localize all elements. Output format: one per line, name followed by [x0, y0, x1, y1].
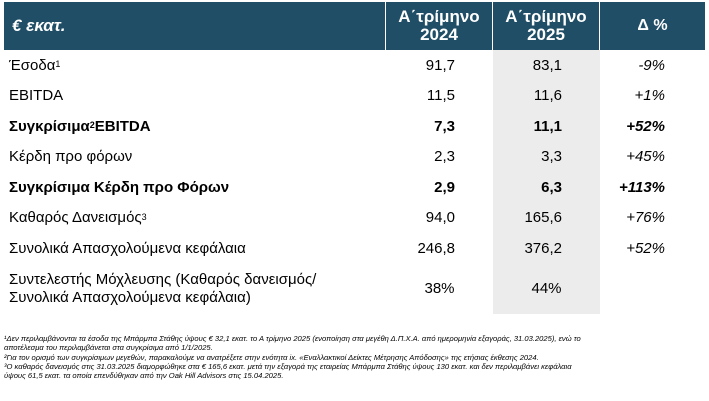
row-label: Συνολικά Απασχολούμενα κεφάλαια: [9, 239, 246, 257]
table-row: [4, 142, 705, 173]
col-delta-header: Δ %: [637, 17, 668, 34]
value-2025: 11,6: [493, 81, 600, 112]
row-label: [4, 203, 386, 234]
value-delta: +76%: [626, 209, 665, 227]
value-delta: +52%: [626, 117, 665, 135]
table-row: [4, 81, 705, 112]
row-label: Κέρδη προ φόρων: [9, 148, 133, 166]
value-delta: +113%: [618, 178, 665, 196]
value-2024: 91,7: [425, 56, 455, 74]
value-delta: +1%: [634, 87, 665, 105]
value-2025: 376,2: [493, 233, 600, 264]
row-label: [4, 111, 386, 142]
footnote-1b: αποτέλεσμα του περιλαμβάνεται στα συγκρίσιμα από 1/1/2025.: [4, 343, 213, 353]
row-label-suffix: EBITDA: [94, 117, 151, 135]
value-delta: +45%: [626, 148, 665, 166]
col-q1-2024-header-line1: Α΄τρίμηνο: [398, 7, 480, 26]
footnote-ref: 3: [141, 211, 147, 222]
value-2025: 3,3: [493, 142, 600, 173]
col-q1-2025-header-line2: 2025: [527, 25, 565, 44]
value-2024: 2,9: [434, 178, 455, 196]
row-label-line2: Συνολικά Απασχολούμενα κεφάλαια): [9, 288, 251, 306]
value-2025: 165,6: [493, 203, 600, 234]
value-delta: +52%: [626, 239, 665, 257]
row-label: EBITDA: [9, 87, 64, 105]
footnotes: [4, 334, 705, 380]
footnote-ref: 1: [55, 59, 61, 70]
col-q1-2024-header: [386, 2, 493, 50]
footnote-3a: ³Ο καθαρός δανεισμός στις 31.03.2025 διαμορφώθηκε στα € 165,6 εκατ. μετά την εξαγορά της εταιρείας Μπάρμπα Στάθης ύψους 130 εκατ. και δεν περιλαμβάνει κεφάλαια: [4, 361, 572, 371]
col-q1-2025-header-line1: Α΄τρίμηνο: [505, 7, 587, 26]
financial-table: [4, 2, 705, 314]
footnote-2: ²Για τον ορισμό των συγκρίσιμων μεγεθών, παρακαλούμε να ανατρέξετε στην ενότητα ix. «Εναλλακτικοί Δείκτες Μέτρησης Απόδοσης» της ετήσιας έκθεσης 2024.: [4, 352, 539, 362]
value-2025: 44%: [493, 264, 600, 314]
table-row: [4, 203, 705, 234]
row-label: Συγκρίσιμα Κέρδη προ Φόρων: [9, 178, 230, 196]
table-row: [4, 172, 705, 203]
table-header: [4, 2, 705, 50]
row-label: [4, 50, 386, 81]
row-label: [4, 264, 386, 314]
value-2024: 38%: [424, 280, 455, 297]
value-2024: 2,3: [434, 148, 455, 166]
value-delta: [600, 264, 705, 314]
row-label-text: Συγκρίσιμα: [9, 117, 90, 135]
value-2024: 94,0: [425, 209, 455, 227]
table-row: [4, 50, 705, 81]
table-row: [4, 233, 705, 264]
table-row: [4, 111, 705, 142]
footnote-ref: 2: [89, 120, 95, 131]
footnote-3b: ύψους 61,5 εκατ. τα οποία επενδύθηκαν από την Oak Hill Advisors στις 15.04.2025.: [4, 371, 284, 381]
col-q1-2024-header-line2: 2024: [420, 25, 458, 44]
value-2025: 83,1: [493, 50, 600, 81]
table-row: [4, 264, 705, 314]
row-label-text: Καθαρός Δανεισμός: [9, 209, 142, 227]
unit-header: € εκατ.: [4, 2, 386, 50]
value-delta: -9%: [638, 56, 665, 74]
row-label-line1: Συντελεστής Μόχλευσης (Καθαρός δανεισμός/: [9, 270, 317, 288]
col-q1-2025-header: [493, 2, 600, 50]
value-2024: 11,5: [426, 87, 455, 105]
row-label-text: Έσοδα: [9, 56, 56, 74]
value-2024: 7,3: [434, 117, 455, 135]
value-2024: 246,8: [417, 239, 455, 257]
value-2025: 6,3: [493, 172, 600, 203]
value-2025: 11,1: [493, 111, 600, 142]
footnote-1a: ¹Δεν περιλαμβάνονται τα έσοδα της Μπάρμπα Στάθης ύψους € 32,1 εκατ. το Α τρίμηνο 2025 (ενοποίηση στα μεγέθη Δ.Π.Χ.Α. από ημερομηνία εξαγοράς, 31.03.2025), ενώ το: [4, 334, 581, 343]
